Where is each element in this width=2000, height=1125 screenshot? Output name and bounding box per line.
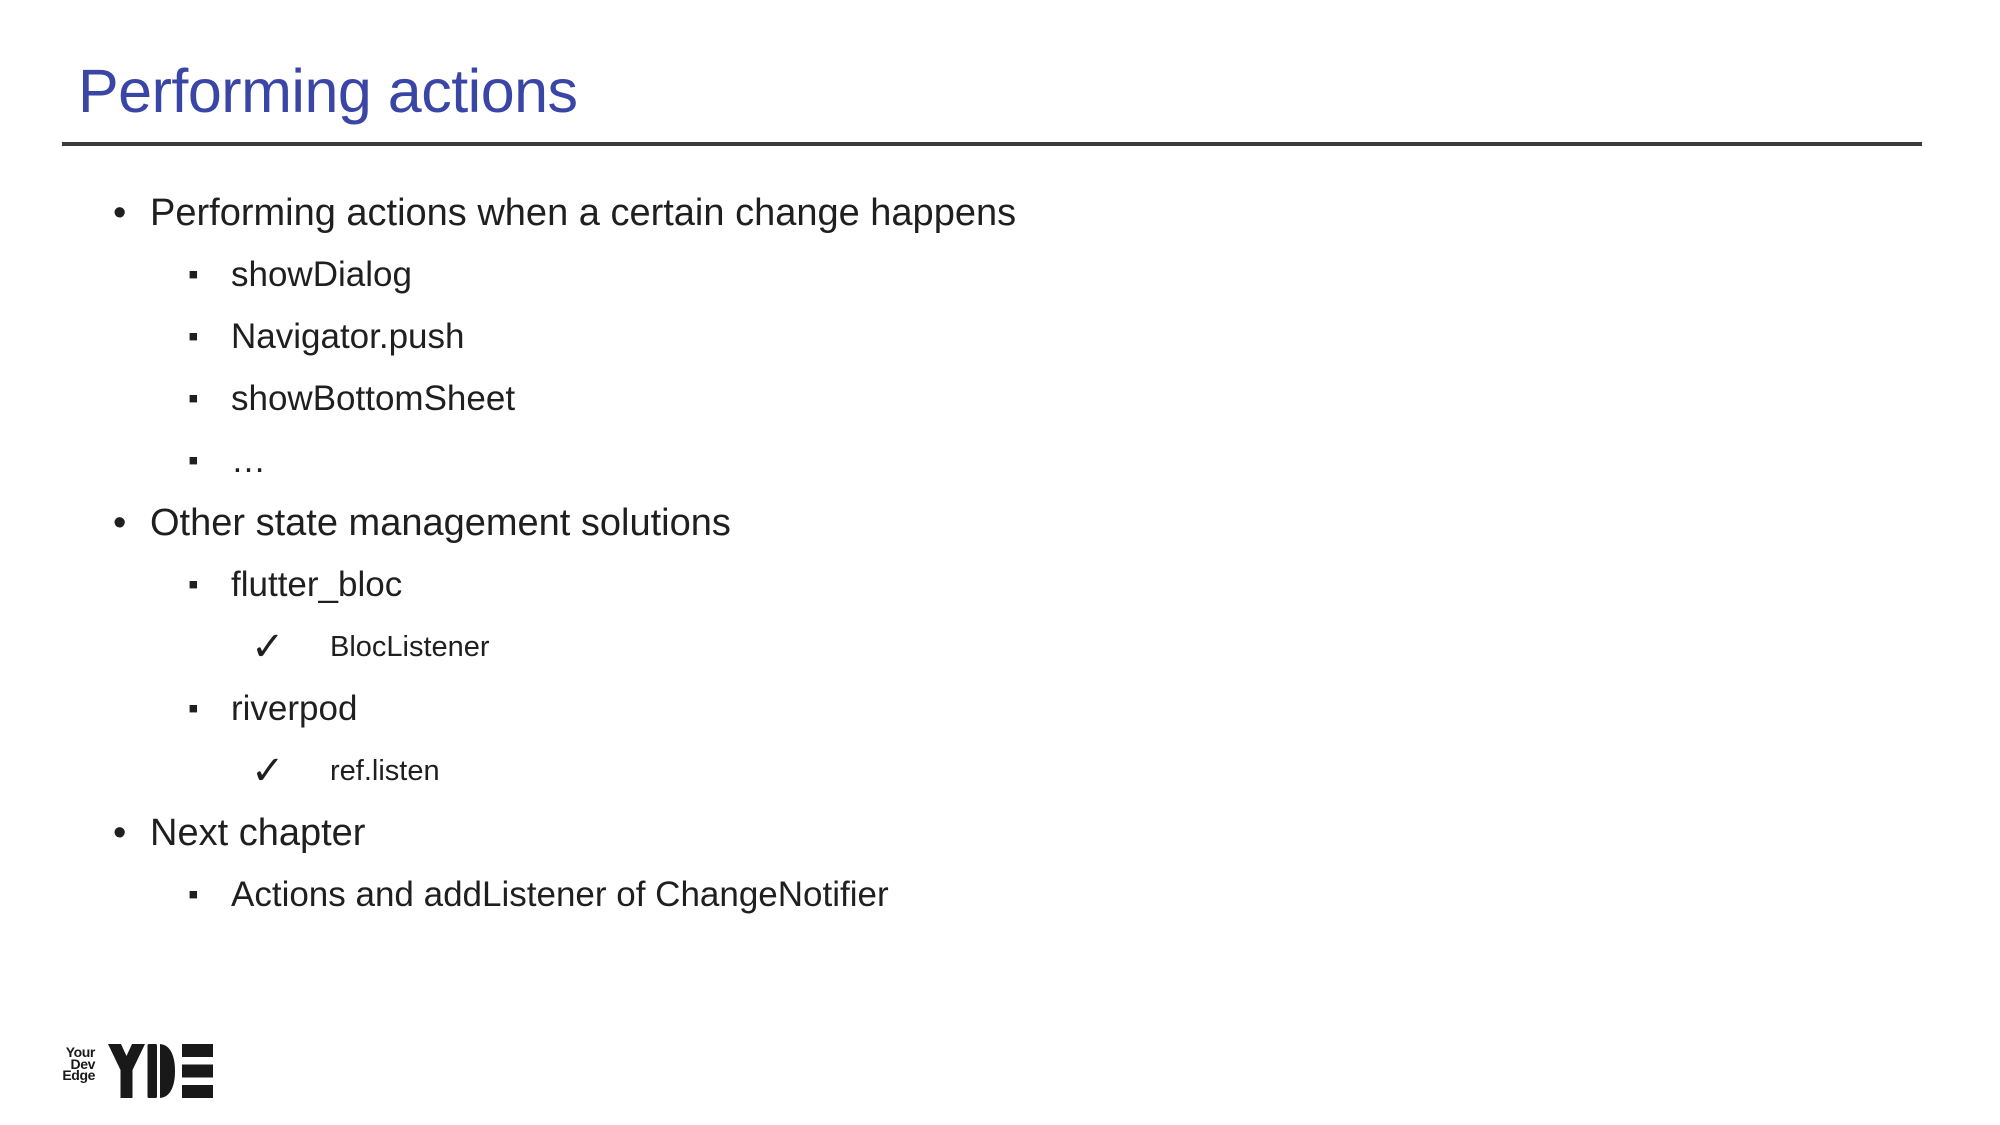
dot-bullet-icon: • (113, 192, 127, 234)
page-title: Performing actions (78, 57, 578, 125)
dot-bullet-icon: • (113, 502, 127, 544)
logo-tagline-line: Edge (62, 1067, 95, 1083)
list-item-text: showDialog (231, 255, 412, 294)
list-item-text: showBottomSheet (231, 379, 516, 418)
check-icon: ✓ (251, 749, 285, 793)
square-bullet-icon: ▪ (188, 382, 199, 415)
list-item (0, 802, 2000, 864)
title-divider (62, 142, 1922, 146)
list-item-text: Actions and addListener of ChangeNotifier (231, 875, 889, 914)
logo-tagline (57, 1042, 95, 1082)
logo-tagline-line: Dev (70, 1055, 95, 1072)
list-item-text: flutter_bloc (231, 565, 403, 604)
list-item-text: … (231, 441, 266, 480)
list-item (0, 554, 2000, 616)
list-item-text: BlocListener (330, 630, 490, 663)
list-item-text: riverpod (231, 689, 358, 728)
list-item (0, 864, 2000, 926)
square-bullet-icon: ▪ (188, 692, 199, 725)
list-item (0, 492, 2000, 554)
check-icon: ✓ (251, 625, 285, 669)
list-item (0, 182, 2000, 244)
list-item (0, 306, 2000, 368)
list-item-text: Navigator.push (231, 317, 465, 356)
list-item-text: Other state management solutions (150, 501, 731, 544)
list-item-text: Performing actions when a certain change happens (150, 191, 1017, 234)
list-item (0, 244, 2000, 306)
logo-tagline-line: Your (65, 1044, 95, 1060)
square-bullet-icon: ▪ (188, 320, 199, 353)
dot-bullet-icon: • (113, 812, 127, 854)
list-item (0, 616, 2000, 678)
yde-logo-letters-icon (96, 1044, 214, 1098)
square-bullet-icon: ▪ (188, 568, 199, 601)
list-item (0, 368, 2000, 430)
square-bullet-icon: ▪ (188, 444, 199, 477)
list-item (0, 430, 2000, 492)
list-item-text: Next chapter (150, 811, 366, 854)
list-item (0, 678, 2000, 740)
list-item-text: ref.listen (330, 754, 440, 787)
list-item (0, 740, 2000, 802)
bullet-list (0, 182, 2000, 926)
square-bullet-icon: ▪ (188, 258, 199, 291)
square-bullet-icon: ▪ (188, 878, 199, 911)
brand-logo (57, 1042, 214, 1098)
